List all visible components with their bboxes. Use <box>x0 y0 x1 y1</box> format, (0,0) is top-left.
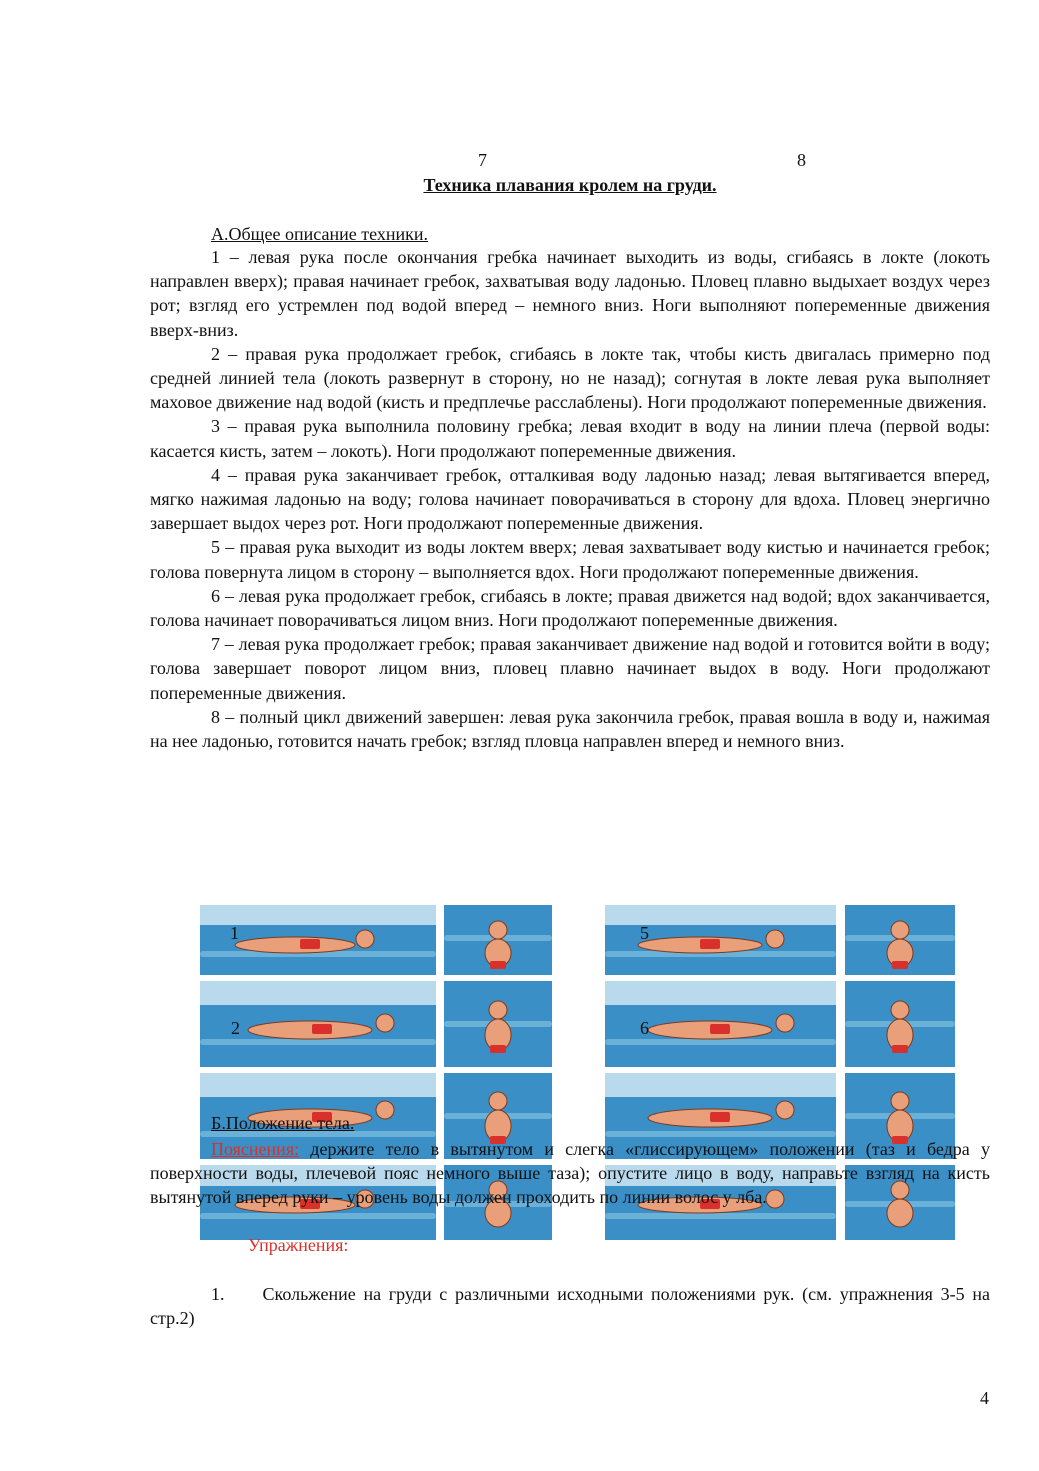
header-number-left: 7 <box>478 150 487 170</box>
figure-label-5: 5 <box>640 923 649 943</box>
note-text: держите тело в вытянутом и слегка «глиссирующем» положении (таз и бедра у поверхности воды, плечевой пояс немного выше таза); опустите лицо в воду, направьте взгляд на кисть вытянутой вперед руки – уровень воды должен проходить по линии волос у лба. <box>150 1139 990 1208</box>
description-body <box>150 245 990 753</box>
paragraph-8: 8 – полный цикл движений завершен: левая рука закончила гребок, правая вошла в воду и, нажимая на нее ладонью, готовится начать гребок; взгляд пловца направлен вперед и немного вниз. <box>150 706 990 752</box>
paragraph-2: 2 – правая рука продолжает гребок, сгибаясь в локте так, чтобы кисть двигалась примерно под средней линией тела (локоть развернут в сторону, но не назад); согнутая в локте левая рука выполняет маховое движение над водой (кисть и предплечье расслаблены). Ноги продолжают попеременные движения. <box>150 343 990 413</box>
page-number: 4 <box>980 1388 989 1408</box>
paragraph-7: 7 – левая рука продолжает гребок; правая заканчивает движение над водой и готовится войти в воду; голова завершает поворот лицом вниз, пловец плавно начинает выдох в воду. Ноги продолжают попеременные движения. <box>150 634 990 703</box>
exercise-1 <box>150 1282 990 1330</box>
exercises-label: Упражнения: <box>248 1235 349 1255</box>
paragraph-1: 1 – левая рука после окончания гребка начинает выходить из воды, сгибаясь в локте (локоть направлен вверх); правая начинает гребок, захватывая воду ладонью. Пловец плавно выдыхает воздух через рот; взгляд его устремлен под водой вперед – немного вниз. Ноги выполняют попеременные движения вверх-вниз. <box>150 247 990 340</box>
header-number-right: 8 <box>797 150 806 170</box>
paragraph-6: 6 – левая рука продолжает гребок, сгибаясь в локте; правая движется над водой; вдох заканчивается, голова начинает поворачиваться лицом вниз. Ноги продолжают попеременные движения. <box>150 585 990 631</box>
paragraph-3: 3 – правая рука выполнила половину гребка; левая входит в воду на линии плеча (первой воды: касается кисть, затем – локоть). Ноги продолжают попеременные движения. <box>150 416 990 461</box>
note-label: Пояснения: <box>211 1139 300 1159</box>
figure-label-1: 1 <box>230 923 239 943</box>
paragraph-4: 4 – правая рука заканчивает гребок, отталкивая воду ладонью назад; левая вытягивается вперед, мягко нажимая ладонью на воду; голова начинает поворачиваться в сторону для вдоха. Пловец энергично завершает выдох через рот. Ноги продолжают попеременные движения. <box>150 464 990 534</box>
section-b-heading: Б.Положение тела. <box>211 1113 355 1133</box>
paragraph-5: 5 – правая рука выходит из воды локтем вверх; левая захватывает воду кистью и начинается гребок; голова повернута лицом в сторону – выполняется вдох. Ноги продолжают попеременные движения. <box>150 537 990 582</box>
figure-label-2: 2 <box>231 1018 240 1038</box>
exercise-1-text: Скольжение на груди с различными исходными положениями рук. (см. упражнения 3-5 на стр.2) <box>150 1284 990 1329</box>
page-title: Техника плавания кролем на груди. <box>423 175 717 195</box>
figure-label-6: 6 <box>640 1018 649 1038</box>
exercise-1-number: 1. <box>211 1284 225 1304</box>
section-b-note <box>150 1137 990 1210</box>
section-a-heading: А.Общее описание техники. <box>211 224 428 244</box>
